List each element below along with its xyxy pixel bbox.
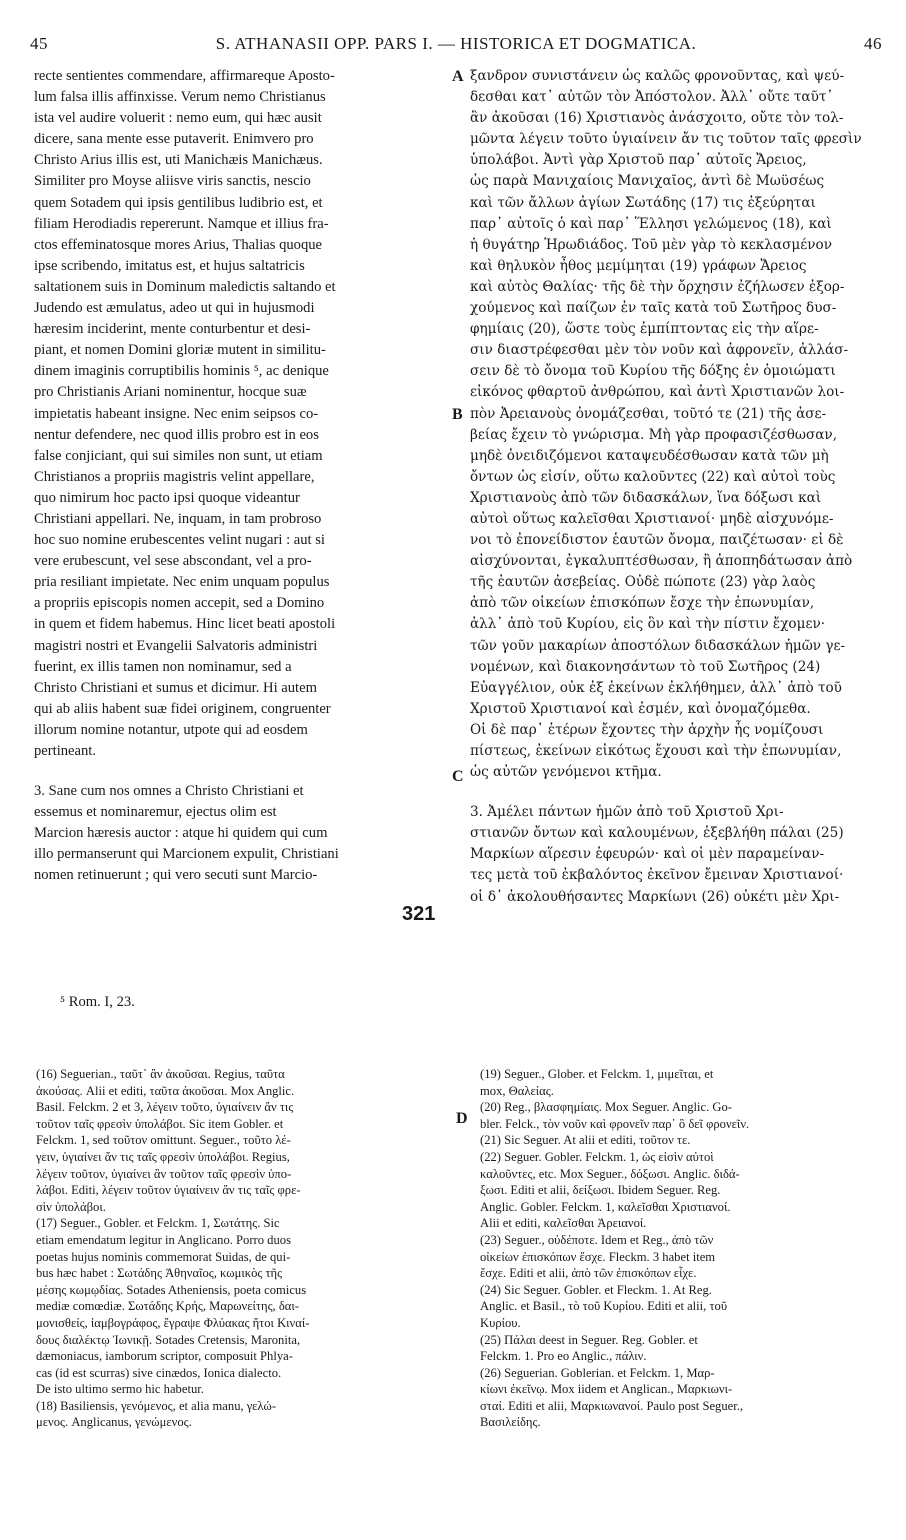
section-marker-a: A	[452, 68, 464, 85]
latin-line: vere erubescunt, vel sese abscondant, vel a pro-	[34, 553, 312, 570]
greek-line: καὶ αὐτὸς Θαλίας· τῆς δὲ τὴν ὄρχησιν ἐζήλωσεν ἐξορ-	[470, 278, 845, 295]
greek-line: παρ᾽ αὐτοῖς ὁ καὶ παρ᾽ Ἕλλησι γελώμενος (18), καὶ	[470, 215, 832, 232]
latin-line: Christo Christiani et sumus et dicimur. Hi autem	[34, 679, 317, 696]
latin-line: in quem et fidem habemus. Hinc licet beati apostoli	[34, 616, 336, 633]
footnote-line: (24) Sic Seguer. Gobler. et Fleckm. 1. At Reg.	[480, 1282, 712, 1297]
greek-line: Οἱ δὲ παρ᾽ ἑτέρων ἔχοντες τὴν ἀρχὴν ἧς νομίζουσι	[470, 721, 824, 738]
greek-line: τῆς ἑαυτῶν ἀσεβείας. Οὐδὲ πώποτε (23) γὰρ λαὸς	[470, 574, 816, 591]
greek-line: χούμενος καὶ παίζων ἐν ταῖς κατὰ τοῦ Σωτῆρος δυσ-	[470, 300, 837, 317]
latin-line: hæresim inciderint, mente conturbentur et desi-	[34, 321, 311, 338]
footnote-line: Felckm. 1. Pro eo Anglic., πάλιν.	[480, 1349, 647, 1364]
footnote-line: poetas hujus nominis commemorat Suidas, de qui-	[36, 1249, 291, 1264]
greek-line: δεσθαι κατ᾽ αὐτῶν τὸν Ἀπόστολον. Ἀλλ᾽ οὔτε ταῦτ᾽	[470, 89, 834, 106]
running-header	[30, 34, 882, 56]
latin-line: quem Sotadem qui ipsis gentilibus ludibrio est, et	[34, 194, 323, 211]
greek-paragraph-2	[470, 66, 884, 783]
footnote-line: σὶν ὑπολάβοι.	[36, 1199, 106, 1214]
footnote-line: etiam emendatum legitur in Anglicano. Porro duos	[36, 1232, 291, 1247]
footnote-line: bus hæc habet : Σωτάδης Ἀθηναῖος, κωμικὸς τῆς	[36, 1266, 283, 1281]
greek-line: οἱ δ᾽ ἀκολουθήσαντες Μαρκίωνι (26) οὐκέτι μὲν Χρι-	[470, 888, 840, 905]
latin-line: lum falsa illis affinxisse. Verum nemo Christianus	[34, 89, 326, 106]
latin-line: 3. Sane cum nos omnes a Christo Christiani et	[34, 783, 304, 800]
footnote-line: Κυρίου.	[480, 1315, 521, 1330]
greek-line: πίστεως, ἐκείνων εἰκότως ἔχουσι καὶ τὴν ἐπωνυμίαν,	[470, 743, 842, 759]
greek-line: Χριστιανοὺς ἀπὸ τῶν διδασκάλων, ἵνα δόξωσι καὶ	[470, 489, 822, 506]
greek-line: καὶ τῶν ἄλλων ἁγίων Σωτάδης (17) τις ἐξεύρηται	[470, 194, 816, 211]
footnote-line: ξωσι. Editi et alii, δείξωσι. Ibidem Seguer. Reg.	[480, 1183, 721, 1198]
footnote-line: τοῦτον ταῖς φρεσὶν ὑπολάβοι. Sic item Gobler. et	[36, 1116, 284, 1131]
greek-line: αἰσχύνονται, ἐγκαλυπτέσθωσαν, ἢ ἀποπηδάτωσαν ἀπὸ	[470, 553, 853, 570]
latin-line: false conjiciant, qui sui similes non sunt, ut etiam	[34, 447, 323, 464]
page-number-right: 46	[864, 34, 882, 53]
footnote-line: (22) Seguer. Gobler. Felckm. 1, ὡς εἰσὶν αὐτοὶ	[480, 1149, 714, 1164]
greek-line: τες μετὰ τοῦ ἐκβαλόντος ἐκεῖνον ἔμειναν Χριστιανοί·	[470, 867, 844, 884]
latin-column	[34, 66, 446, 887]
footnote-line: bler. Felck., τὸν νοῦν καὶ φρονεῖν παρ᾽ ὃ δεῖ φρονεῖν.	[480, 1116, 750, 1131]
footnote-line: De isto ultimo sermo hic habetur.	[36, 1382, 204, 1397]
footnote-line: Anglic. et Basil., τὸ τοῦ Κυρίου. Editi et alii, τοῦ	[480, 1299, 728, 1314]
footnote-line: λάβοι. Editi, λέγειν τοῦτον ὑγιαίνειν ἄν τις ταῖς φρε-	[36, 1183, 301, 1198]
footnote-line: (23) Seguer., οὐδέποτε. Idem et Reg., ἀπὸ τῶν	[480, 1232, 714, 1247]
footnote-line: σταί. Editi et alii, Μαρκιωνανοί. Paulo post Seguer.,	[480, 1398, 744, 1413]
latin-line: Christiani appellari. Ne, inquam, in tam probroso	[34, 510, 322, 527]
greek-line: ἀπὸ τῶν οἰκείων ἐπισκόπων ἔσχε τὴν ἐπωνυμίαν,	[470, 595, 815, 612]
latin-line: illorum nomine notantur, utpote qui ad eosdem	[34, 721, 308, 738]
latin-line: impietatis habeant insigne. Nec enim seipsos co-	[34, 405, 319, 422]
footnote-line: (21) Sic Seguer. At alii et editi, τοῦτον τε.	[480, 1133, 691, 1148]
latin-line: Christianos a propriis magistris velint appellare,	[34, 468, 315, 485]
footnote-line: Anglic. Gobler. Felckm. 1, καλεῖσθαι Χριστιανοί.	[480, 1199, 731, 1214]
latin-line: qui ab aliis habent suæ fidei originem, congruenter	[34, 700, 331, 717]
greek-line: νοι τὸ ἐπονείδιστον ἑαυτῶν ὄνομα, παιζέτωσαν· εἰ δὲ	[470, 532, 844, 549]
latin-line: quo nimirum hoc pacto ipsi quoque videantur	[34, 489, 300, 506]
greek-line: εἰκόνος φθαρτοῦ ἀνθρώπου, καὶ ἀντὶ Χριστιανῶν λοι-	[470, 384, 845, 401]
greek-line: Μαρκίων αἵρεσιν ἐφευρών· καὶ οἱ μὲν παραμείναν-	[470, 846, 825, 863]
footnotes-right	[480, 1066, 882, 1431]
latin-line: pro Christianis Ariani nominentur, hocque suæ	[34, 384, 307, 401]
footnote-line: ἀκούσας. Alii et editi, ταῦτα ἀκοῦσαι. Mox Anglic.	[36, 1083, 295, 1098]
greek-line: σειν δὲ τὸ ὄνομα τοῦ Κυρίου τῆς δόξης ἐν ὁμοιώματι	[470, 363, 836, 380]
footnote-line: dæmoniacus, iamborum scriptor, composuit Phlya-	[36, 1349, 293, 1364]
greek-line: σιν διαστρέφεσθαι μὲν τὸν νοῦν καὶ ἀφρονεῖν, ἀλλάσ-	[470, 342, 849, 359]
footnote-line: ἔσχε. Editi et alii, ἀπὸ τῶν ἐπισκόπων εἶχε.	[480, 1266, 697, 1281]
greek-line: μῶντα λέγειν τοῦτο ὑγιαίνειν ἄν τις τοῦτον ταῖς φρεσὶν	[470, 131, 862, 148]
latin-line: magistri nostri et Evangelii Salvatoris administri	[34, 637, 318, 654]
footnote-line: (20) Reg., βλασφημίαις. Mox Seguer. Anglic. Go-	[480, 1100, 733, 1115]
greek-line: Εὐαγγέλιον, οὐκ ἐξ ἐκείνων ἐκλήθημεν, ἀλλ᾽ ἀπὸ τοῦ	[470, 679, 842, 696]
page-number-left: 45	[30, 34, 48, 53]
latin-line: ista vel audire voluerit : nemo eum, qui hæc ausit	[34, 110, 322, 127]
footnote-line: mediæ comœdiæ. Σωτάδης Κρής, Μαρωνείτης, δαι-	[36, 1299, 299, 1314]
scripture-footnote: ⁵ Rom. I, 23.	[60, 994, 135, 1010]
footnote-line: δους διαλέκτῳ Ἰωνικῇ. Sotades Cretensis, Maronita,	[36, 1332, 301, 1347]
greek-line: καὶ θηλυκὸν ἦθος μεμίμηται (19) γράφων Ἄρειος	[470, 257, 807, 274]
latin-line: piant, et nomen Domini gloriæ mutent in similitu-	[34, 342, 326, 359]
footnote-line: (18) Basiliensis, γενόμενος, et alia manu, γελώ-	[36, 1398, 277, 1413]
footnote-line: (17) Seguer., Gobler. et Felckm. 1, Σωτάτης. Sic	[36, 1216, 280, 1231]
latin-line: nomen retinuerunt ; qui vero secuti sunt Marcio-	[34, 867, 318, 884]
latin-line: pertineant.	[34, 743, 96, 759]
greek-line: ἂν ἀκοῦσαι (16) Χριστιανὸς ἀνάσχοιτο, οὔτε τὸν τολ-	[470, 110, 844, 127]
latin-line: saltationem suis in Dominum maledictis saltando et	[34, 278, 336, 295]
greek-line: ὄντων ὡς εἰσίν, οὕτω καλοῦντες (22) καὶ αὐτοὶ τοὺς	[470, 468, 836, 485]
footnotes-left	[36, 1066, 450, 1431]
footnote-line: cas (id est scurras) sive cinædos, Ionica dialecto.	[36, 1365, 282, 1380]
footnote-line: καλοῦντες, etc. Mox Seguer., δόξωσι. Anglic. διδά-	[480, 1166, 740, 1181]
latin-line: Christo Arius illis est, uti Manichæis Manichæus.	[34, 152, 323, 169]
running-title: S. ATHANASII OPP. PARS I. — HISTORICA ET DOGMATICA.	[215, 34, 697, 53]
latin-line: hoc suo nomine erubescentes velint nugari : aut si	[34, 532, 325, 549]
latin-line: fuerint, ex illis tamen non nominamur, sed a	[34, 658, 292, 675]
greek-line: Χριστοῦ Χριστιανοί καὶ ἐσμέν, καὶ ὀνομαζόμεθα.	[470, 700, 811, 717]
greek-line: στιανῶν ὄντων καὶ καλουμένων, ἐξεβλήθη πάλαι (25)	[470, 825, 844, 842]
footnote-line: (16) Seguerian., ταῦτ᾽ ἂν ἀκοῦσαι. Regius, ταῦτα	[36, 1067, 285, 1081]
latin-line: filiam Herodiadis repererunt. Namque et illius fra-	[34, 215, 329, 232]
latin-paragraph-2	[34, 66, 446, 762]
section-marker-d: D	[456, 1110, 468, 1127]
latin-line: essemus et nominaremur, ejectus olim est	[34, 804, 277, 821]
footnote-line: μονισθείς, ἰαμβογράφος, ἔγραψε Φλύακας ἤτοι Κιναί-	[36, 1315, 310, 1330]
footnote-line: (26) Seguerian. Goblerian. et Felckm. 1, Μαρ-	[480, 1365, 715, 1380]
footnote-line: Felckm. 1, sed τοῦτον omittunt. Seguer., τοῦτο λέ-	[36, 1133, 291, 1148]
footnote-line: Basil. Felckm. 2 et 3, λέγειν τοῦτο, ὑγιαίνειν ἄν τις	[36, 1100, 294, 1115]
footnote-line: (25) Πάλαι deest in Seguer. Reg. Gobler. et	[480, 1332, 698, 1347]
greek-line: ὡς αὐτῶν γενόμενοι κτῆμα.	[470, 764, 662, 781]
greek-line: ἡ θυγάτηρ Ἡρωδιάδος. Τοῦ μὲν γὰρ τὸ κεκλασμένον	[470, 236, 832, 253]
footnote-line: Alii et editi, καλεῖσθαι Ἀρειανοί.	[480, 1216, 647, 1231]
footnote-line: λέγειν τοῦτον, ὑγιαίνει ἂν τοῦτον ταῖς φρεσὶν ὑπο-	[36, 1166, 292, 1181]
latin-line: recte sentientes commendare, affirmareque Aposto-	[34, 68, 335, 84]
footnote-line: κίωνι ἐκεῖνῳ. Mox iidem et Anglican., Μαρκιωνι-	[480, 1382, 733, 1397]
greek-line: φημίαις (20), ὥστε τοὺς ἐμπίπτοντας εἰς τὴν αἵρε-	[470, 321, 819, 338]
greek-line: τῶν γοῦν μακαρίων ἀποστόλων διδασκάλων ἡμῶν γε-	[470, 637, 846, 654]
footnote-line: οἰκείων ἐπισκόπων ἔσχε. Fleckm. 3 habet item	[480, 1249, 716, 1264]
greek-line: ὑπολάβοι. Ἀντὶ γὰρ Χριστοῦ παρ᾽ αὐτοῖς Ἄρειος,	[470, 152, 807, 169]
footnote-line: mox, Θαλείας.	[480, 1083, 554, 1098]
greek-line: αὐτοὶ οὕτως καλεῖσθαι Χριστιανοί· μηδὲ αἰσχυνόμε-	[470, 510, 834, 527]
latin-line: dinem imaginis corruptibilis hominis ⁵, ac denique	[34, 363, 329, 380]
greek-line: ἀλλ᾽ ἀπὸ τοῦ Κυρίου, εἰς ὃν καὶ τὴν πίστιν ἔχομεν·	[470, 616, 826, 633]
section-marker-b: B	[452, 406, 463, 423]
latin-line: pria resiliant impietate. Nec enim unquam populus	[34, 574, 330, 591]
greek-line: 3. Ἀμέλει πάντων ἡμῶν ἀπὸ τοῦ Χριστοῦ Χρι-	[470, 804, 784, 821]
margin-page-number: 321	[402, 903, 436, 925]
footnote-line: Βασιλείδης.	[480, 1415, 541, 1430]
latin-line: nentur defendere, nec quod illis probro est in eos	[34, 426, 319, 443]
greek-column	[470, 66, 884, 908]
latin-line: Marcion hæresis auctor : atque hi quidem qui cum	[34, 825, 328, 842]
greek-line: μηδὲ ὀνειδιζόμενοι καταψευδέσθωσαν κατὰ τῶν μὴ	[470, 447, 829, 464]
greek-line: ξανδρον συνιστάνειν ὡς καλῶς φρονοῦντας, καὶ ψεύ-	[470, 68, 845, 84]
greek-line: πὸν Ἀρειανοὺς ὀνομάζεσθαι, τοῦτό τε (21) τῆς ἀσε-	[470, 405, 827, 422]
footnote-line: γειν, ὑγιαίνει ἄν τις ταῖς φρεσὶν ὑπολάβοι. Regius,	[36, 1149, 290, 1164]
latin-line: ctos effeminatosque mores Arius, Thalias quoque	[34, 236, 323, 253]
footnote-line: μενος. Anglicanus, γενώμενος.	[36, 1415, 192, 1430]
footnote-line: μέσης κωμῳδίας. Sotades Atheniensis, poeta comicus	[36, 1282, 307, 1297]
latin-line: Judendo est æmulatus, adeo ut qui in hujusmodi	[34, 300, 315, 317]
latin-line: dicere, sana mente esse putaverit. Enimvero pro	[34, 131, 314, 148]
greek-line: νομένων, καὶ διακονησάντων τὸ τοῦ Σωτῆρος (24)	[470, 658, 821, 675]
greek-line: βείας ἔχειν τὸ γνώρισμα. Μὴ γὰρ προφασιζέσθωσαν,	[470, 426, 838, 443]
latin-line: Similiter pro Moyse aliisve viris sanctis, nescio	[34, 173, 311, 190]
greek-line: ὡς παρὰ Μανιχαίοις Μανιχαῖος, ἀντὶ δὲ Μωϋσέως	[470, 173, 825, 190]
footnote-line: (19) Seguer., Glober. et Felckm. 1, μιμεῖται, et	[480, 1067, 714, 1081]
latin-line: a propriis episcopis nomen accepit, sed a Domino	[34, 595, 325, 612]
greek-paragraph-3	[470, 802, 884, 907]
latin-line: ipse scribendo, imitatus est, et hujus saltatricis	[34, 257, 305, 274]
section-marker-c: C	[452, 768, 464, 785]
latin-paragraph-3	[34, 781, 446, 886]
latin-line: illo permanserunt qui Marcionem expulit, Christiani	[34, 846, 339, 863]
